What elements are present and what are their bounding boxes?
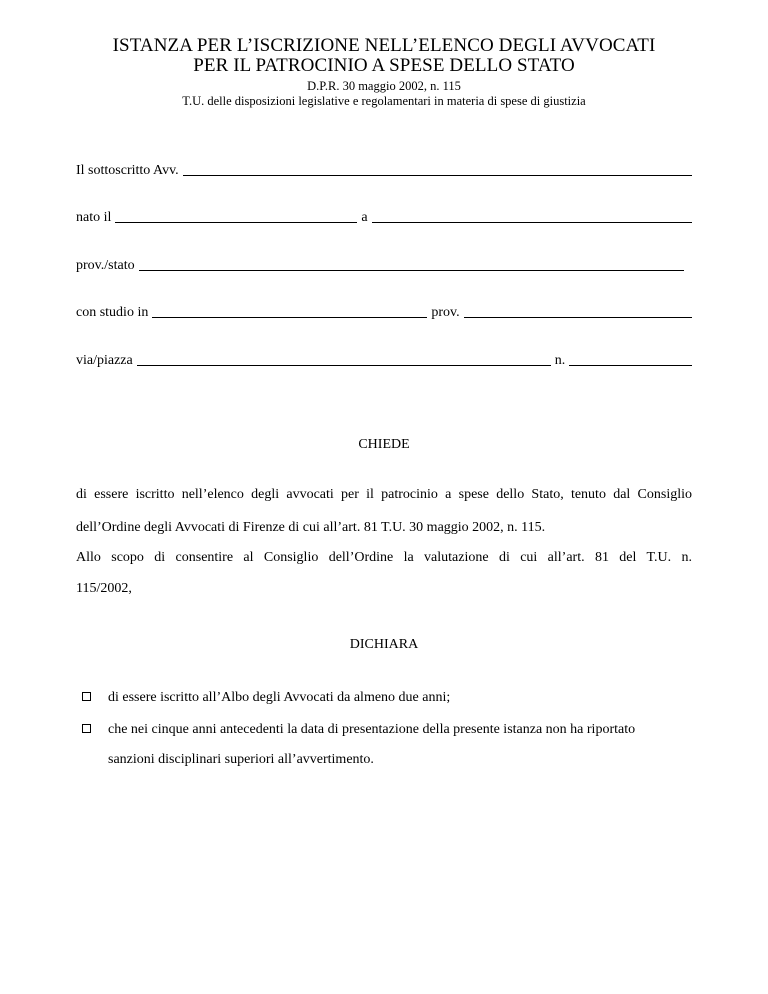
province-label: prov./stato	[76, 258, 135, 273]
declaration-item-text: che nei cinque anni antecedenti la data di presentazione della presente istanza non ha riportato	[108, 722, 636, 737]
born-date-input-line[interactable]	[115, 222, 357, 223]
office-label: con studio in	[76, 305, 149, 320]
birth-field-row	[76, 210, 692, 226]
request-paragraph-line1: di essere iscritto nell’elenco degli avvocati per il patrocinio a spese dello Stato, tenuto dal Consiglio	[76, 487, 692, 502]
request-heading: CHIEDE	[358, 437, 410, 452]
born-place-label: a	[361, 210, 368, 225]
declaration-item-text-line2: sanzioni disciplinari superiori all’avvertimento.	[108, 752, 374, 767]
name-input-line[interactable]	[183, 175, 692, 176]
street-number-input-line[interactable]	[569, 365, 692, 366]
document-title-line1: ISTANZA PER L’ISCRIZIONE NELL’ELENCO DEGLI AVVOCATI	[112, 35, 656, 56]
born-place-input-line[interactable]	[372, 222, 692, 223]
street-field-row	[76, 353, 692, 369]
office-input-line[interactable]	[152, 317, 427, 318]
checkbox[interactable]	[82, 724, 91, 733]
office-province-label: prov.	[431, 305, 460, 320]
declaration-heading: DICHIARA	[349, 637, 419, 652]
street-label: via/piazza	[76, 353, 133, 368]
checkbox[interactable]	[82, 692, 91, 701]
street-number-label: n.	[554, 353, 566, 368]
street-input-line[interactable]	[137, 365, 551, 366]
name-field-row	[76, 163, 692, 179]
province-input-line[interactable]	[139, 270, 684, 271]
office-province-input-line[interactable]	[464, 317, 692, 318]
request-paragraph-line2: dell’Ordine degli Avvocati di Firenze di cui all’art. 81 T.U. 30 maggio 2002, n. 115.	[76, 520, 546, 535]
decree-subtitle: T.U. delle disposizioni legislative e regolamentari in materia di spese di giustizia	[182, 94, 586, 108]
document-title-line2: PER IL PATROCINIO A SPESE DELLO STATO	[193, 55, 575, 76]
born-date-label: nato il	[76, 210, 112, 225]
office-field-row	[76, 305, 692, 321]
decree-reference: D.P.R. 30 maggio 2002, n. 115	[307, 79, 461, 93]
declaration-item-text: di essere iscritto all’Albo degli Avvocati da almeno due anni;	[108, 690, 451, 705]
name-label: Il sottoscritto Avv.	[76, 163, 179, 178]
purpose-paragraph-line1: Allo scopo di consentire al Consiglio dell’Ordine la valutazione di cui all’art. 81 del T.U. n.	[76, 550, 692, 565]
purpose-paragraph-line2: 115/2002,	[76, 581, 132, 596]
province-field-row	[76, 258, 692, 274]
